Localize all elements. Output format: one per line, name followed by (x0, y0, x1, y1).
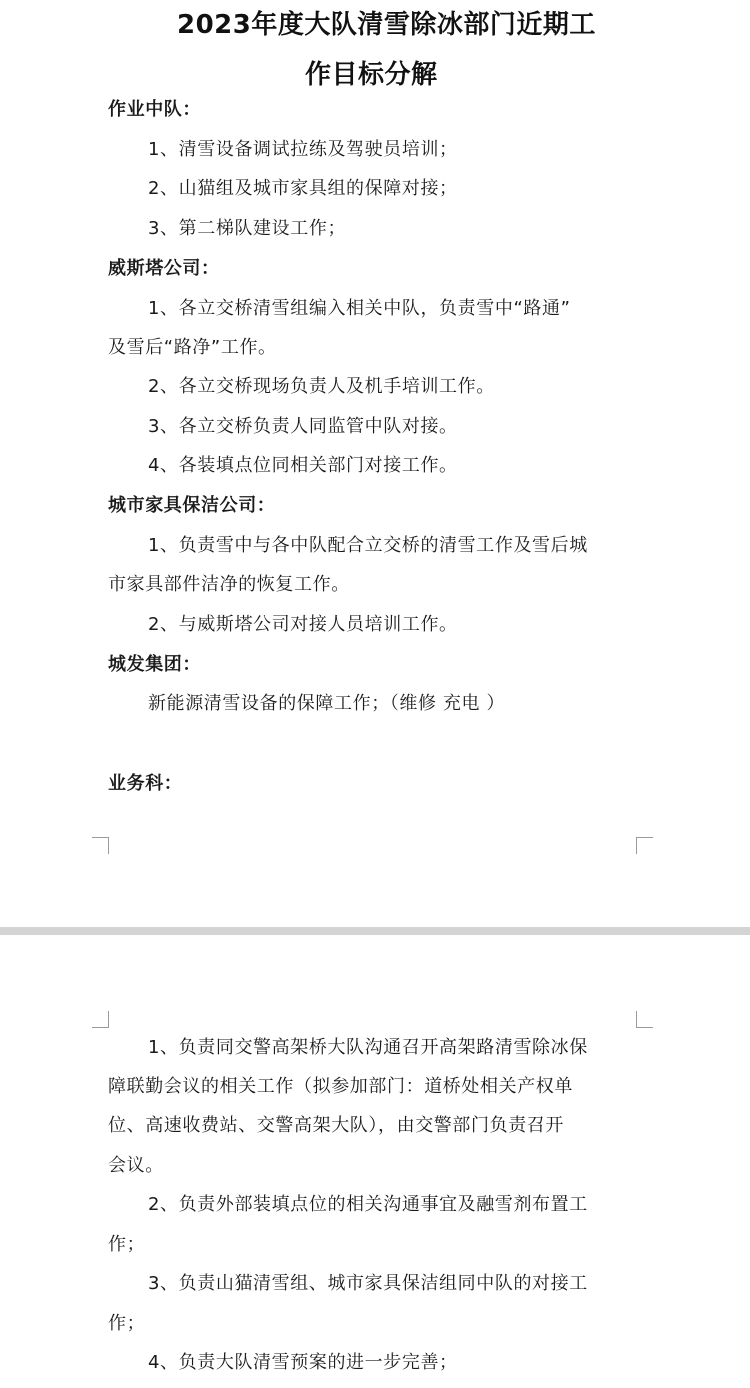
zuoye-item-1: 1、清雪设备调试拉练及驾驶员培训； (148, 139, 458, 160)
chengshi-item-2: 2、与威斯塔公司对接人员培训工作。 (148, 614, 458, 635)
chengfa-item-1: 新能源清雪设备的保障工作；（维修 充电 ） (148, 693, 506, 714)
weisita-item-1-line-2: 及雪后“路净”工作。 (108, 337, 277, 358)
yewu-item-1-line-4: 会议。 (108, 1155, 164, 1176)
page-corner-mark (92, 1011, 109, 1028)
zuoye-item-3: 3、第二梯队建设工作； (148, 218, 347, 239)
document-title-line-2: 作目标分解 (305, 60, 438, 90)
section-heading-chengshi: 城市家具保洁公司： (108, 495, 276, 516)
yewu-item-2-line-2: 作； (108, 1234, 146, 1255)
yewu-item-1-line-1: 1、负责同交警高架桥大队沟通召开高架路清雪除冰保 (148, 1037, 588, 1058)
yewu-item-3-line-1: 3、负责山猫清雪组、城市家具保洁组同中队的对接工 (148, 1273, 588, 1294)
section-heading-weisita: 威斯塔公司： (108, 258, 220, 279)
page-corner-mark (92, 837, 109, 854)
chengshi-item-1-line-1: 1、负责雪中与各中队配合立交桥的清雪工作及雪后城 (148, 535, 588, 556)
weisita-item-2: 2、各立交桥现场负责人及机手培训工作。 (148, 376, 495, 397)
yewu-item-3-line-2: 作； (108, 1313, 146, 1334)
weisita-item-4: 4、各装填点位同相关部门对接工作。 (148, 455, 458, 476)
yewu-item-4: 4、负责大队清雪预案的进一步完善； (148, 1352, 458, 1373)
chengshi-item-1-line-2: 市家具部件洁净的恢复工作。 (108, 574, 350, 595)
yewu-item-1-line-2: 障联勤会议的相关工作（拟参加部门：道桥处相关产权单 (108, 1076, 573, 1097)
section-heading-yewu: 业务科： (108, 773, 183, 794)
yewu-item-1-line-3: 位、高速收费站、交警高架大队），由交警部门负责召开 (108, 1115, 564, 1136)
section-heading-zuoye: 作业中队： (108, 99, 201, 120)
page-corner-mark (636, 1011, 653, 1028)
section-heading-chengfa: 城发集团： (108, 654, 201, 675)
zuoye-item-2: 2、山猫组及城市家具组的保障对接； (148, 178, 458, 199)
weisita-item-1-line-1: 1、各立交桥清雪组编入相关中队，负责雪中“路通” (148, 298, 571, 319)
weisita-item-3: 3、各立交桥负责人同监管中队对接。 (148, 416, 458, 437)
page-corner-mark (636, 837, 653, 854)
yewu-item-2-line-1: 2、负责外部装填点位的相关沟通事宜及融雪剂布置工 (148, 1194, 588, 1215)
document-title-line-1: 2023年度大队清雪除冰部门近期工 (177, 10, 596, 40)
page-separator (0, 927, 750, 935)
